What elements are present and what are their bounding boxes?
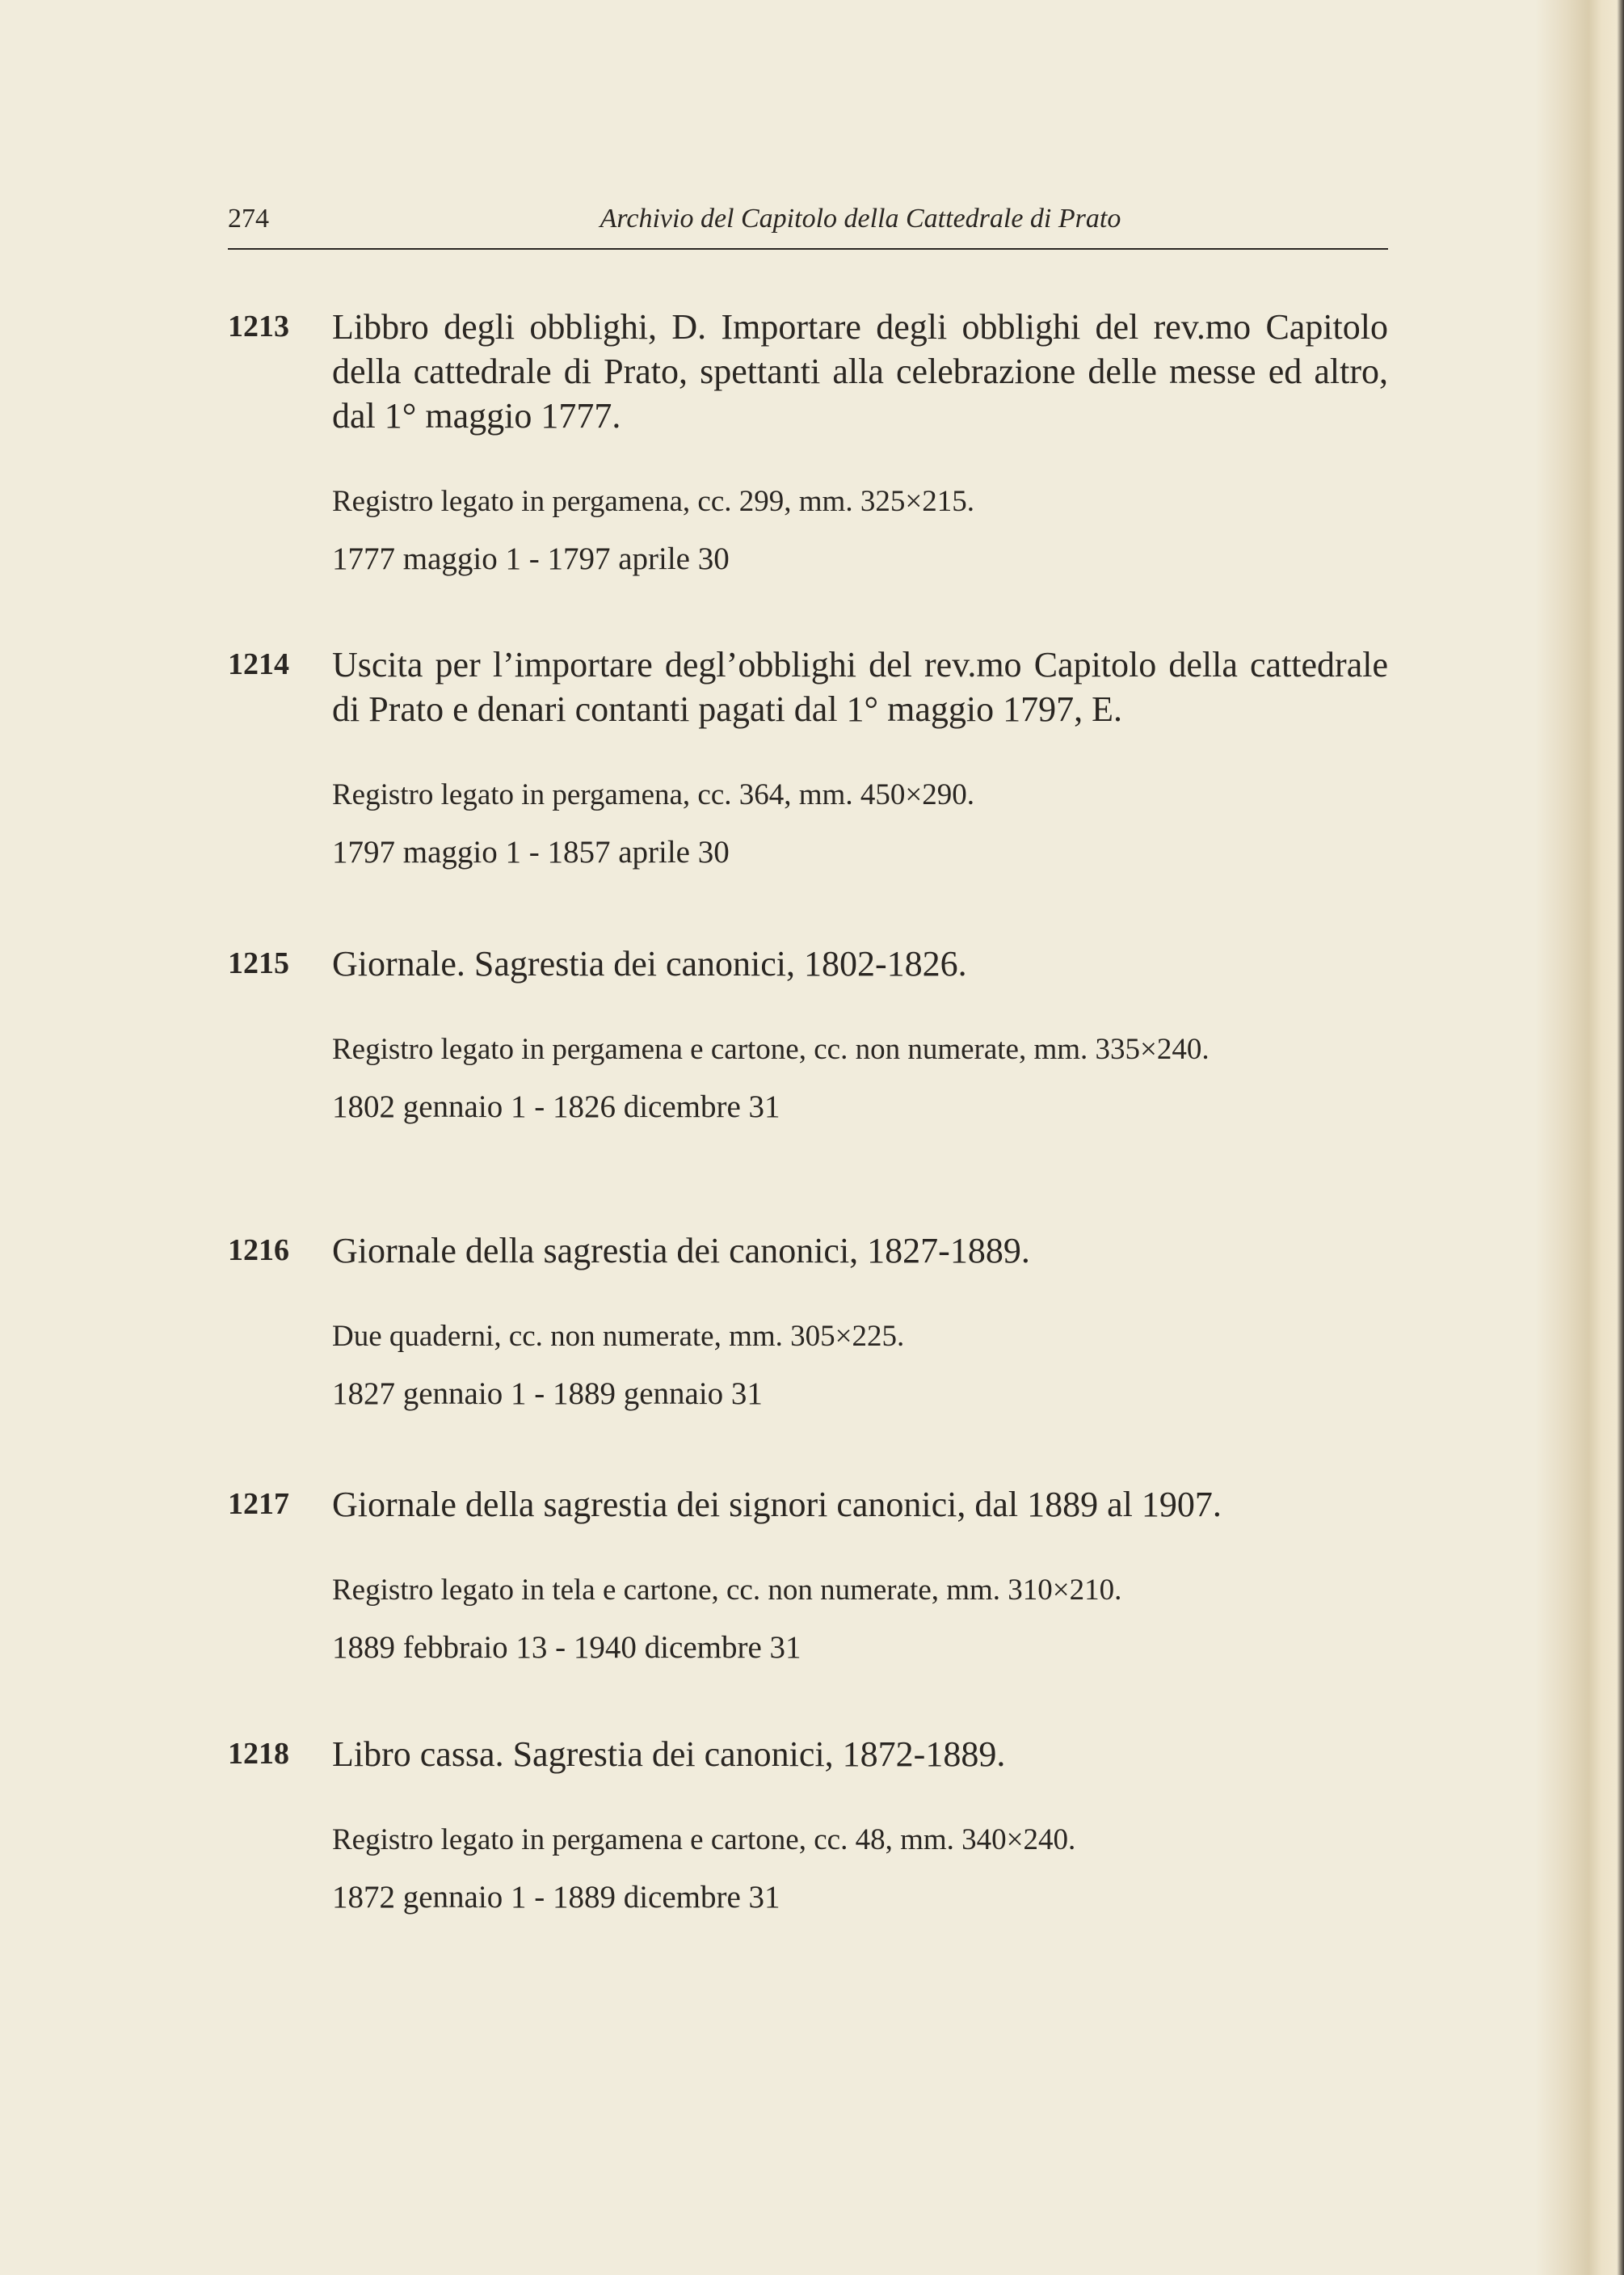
entry-description: Registro legato in tela e cartone, cc. non numerate, mm. 310×210. [332, 1574, 1122, 1607]
entry-title: Giornale. Sagrestia dei canonici, 1802-1826. [332, 944, 967, 984]
entry-description: Registro legato in pergamena, cc. 299, mm. 325×215. [332, 485, 974, 518]
entry-dates: 1872 gennaio 1 - 1889 dicembre 31 [332, 1880, 780, 1915]
header-rule [228, 248, 1388, 250]
entry-title: Giornale della sagrestia dei signori canonici, dal 1889 al 1907. [332, 1485, 1222, 1524]
entry-title: Uscita per l’importare degl’obblighi del rev.mo Capitolo della cattedrale di Prato e denari contanti pagati dal 1° maggio 1797, E. [332, 645, 1388, 729]
entry-description: Due quaderni, cc. non numerate, mm. 305×225. [332, 1320, 905, 1353]
entry-dates: 1797 maggio 1 - 1857 aprile 30 [332, 835, 730, 870]
page-number: 274 [228, 204, 269, 234]
entry-number: 1215 [228, 946, 289, 980]
entry-description: Registro legato in pergamena, cc. 364, mm. 450×290. [332, 778, 974, 811]
entry-dates: 1777 maggio 1 - 1797 aprile 30 [332, 541, 730, 576]
entry-number: 1218 [228, 1737, 289, 1771]
catalog-entry [228, 1228, 1388, 1413]
catalog-entry [228, 942, 1388, 1126]
entry-title: Libro cassa. Sagrestia dei canonici, 1872-1889. [332, 1734, 1006, 1774]
entry-title: Libbro degli obblighi, D. Importare degli obblighi del rev.mo Capitolo della cattedrale di Prato, spettanti alla celebrazione delle messe ed altro, dal 1° maggio 1777. [332, 307, 1388, 436]
entry-number: 1217 [228, 1487, 289, 1521]
entry-dates: 1802 gennaio 1 - 1826 dicembre 31 [332, 1089, 780, 1124]
entry-description: Registro legato in pergamena e cartone, cc. 48, mm. 340×240. [332, 1823, 1076, 1856]
entry-number: 1213 [228, 310, 289, 343]
page-header [228, 204, 1388, 249]
running-title: Archivio del Capitolo della Cattedrale di Prato [600, 204, 1121, 234]
entry-dates: 1827 gennaio 1 - 1889 gennaio 31 [332, 1376, 763, 1411]
entry-number: 1214 [228, 647, 289, 681]
catalog-entry [228, 642, 1388, 871]
catalog-entry [228, 1482, 1388, 1666]
entry-title: Giornale della sagrestia dei canonici, 1827-1889. [332, 1231, 1030, 1270]
entry-dates: 1889 febbraio 13 - 1940 dicembre 31 [332, 1630, 801, 1665]
entry-number: 1216 [228, 1233, 289, 1267]
book-gutter-shadow [1535, 0, 1624, 2275]
catalog-entry [228, 305, 1388, 578]
entry-description: Registro legato in pergamena e cartone, cc. non numerate, mm. 335×240. [332, 1033, 1210, 1066]
catalog-entry [228, 1732, 1388, 1916]
